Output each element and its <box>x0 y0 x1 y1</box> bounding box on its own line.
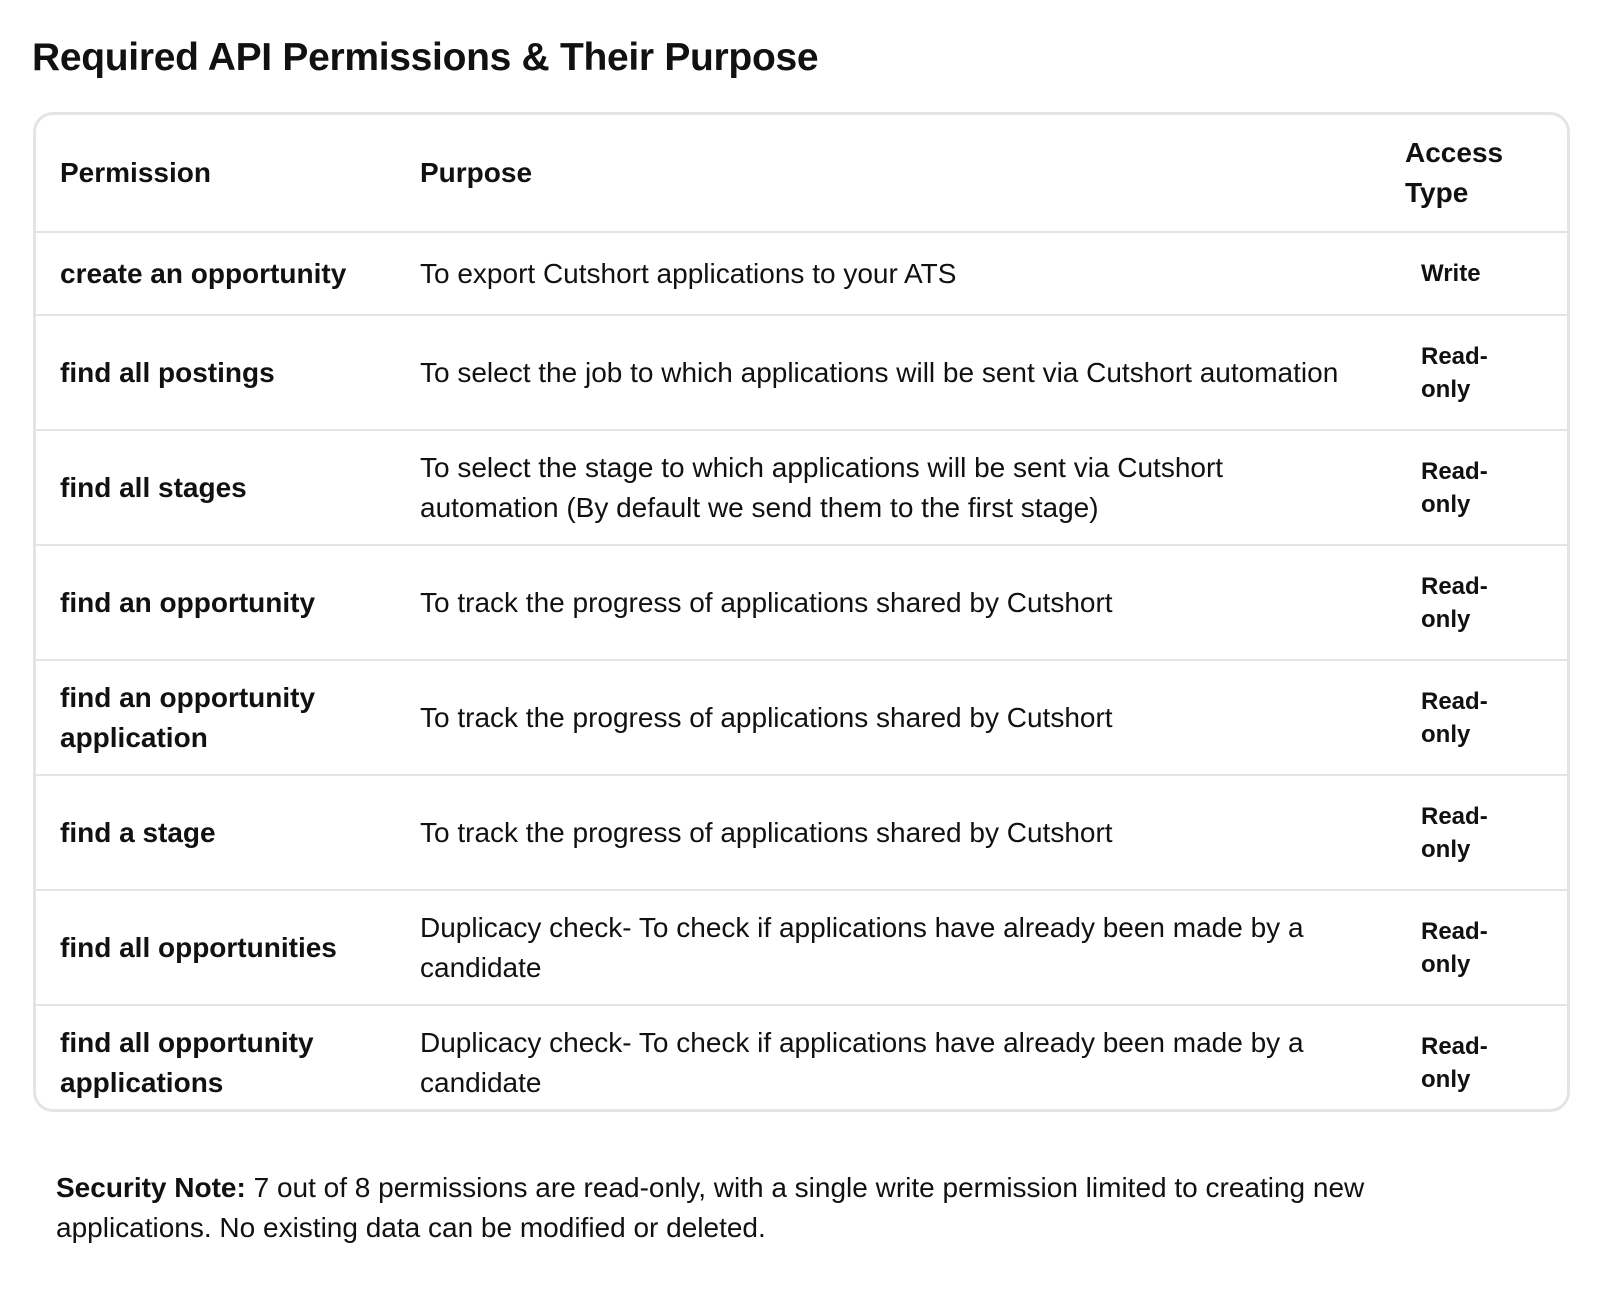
access-type-cell: Read-only <box>1421 572 1488 633</box>
table-row <box>36 430 1567 545</box>
permission-cell: find all postings <box>60 356 275 388</box>
permission-cell: find all opportunity applications <box>60 1027 314 1098</box>
table-row <box>36 545 1567 660</box>
table-row <box>36 890 1567 1005</box>
access-type-cell: Write <box>1421 260 1481 287</box>
purpose-cell: Duplicacy check- To check if applications have already been made by a candidate <box>420 1027 1304 1098</box>
permission-cell: find all opportunities <box>60 931 337 963</box>
security-note-text: 7 out of 8 permissions are read-only, with a single write permission limited to creating new applications. No existing data can be modified or deleted. <box>56 1172 1365 1243</box>
table-row <box>36 775 1567 890</box>
permission-cell: find an opportunity application <box>60 681 316 753</box>
permission-cell: find a stage <box>60 816 216 848</box>
table-row <box>36 660 1567 775</box>
purpose-cell: To track the progress of applications shared by Cutshort <box>420 816 1113 848</box>
permissions-table-card <box>33 112 1570 1112</box>
header-permission: Permission <box>60 157 211 188</box>
table-row <box>36 1005 1567 1112</box>
security-note-label: Security Note: <box>56 1172 246 1203</box>
purpose-cell: To export Cutshort applications to your ATS <box>420 257 957 289</box>
access-type-cell: Read-only <box>1421 917 1488 978</box>
access-type-cell: Read-only <box>1421 687 1488 748</box>
purpose-cell: Duplicacy check- To check if applications have already been made by a candidate <box>420 911 1304 983</box>
table-body <box>36 232 1567 1112</box>
permissions-table <box>36 115 1567 1112</box>
table-header <box>36 115 1567 232</box>
purpose-cell: To select the stage to which applications will be sent via Cutshort automation (By default we send them to the first stage) <box>420 451 1224 523</box>
header-access-type: Access Type <box>1405 137 1504 208</box>
table-row <box>36 232 1567 315</box>
access-type-cell: Read-only <box>1421 802 1488 863</box>
access-type-cell: Read-only <box>1421 1033 1488 1093</box>
purpose-cell: To track the progress of applications shared by Cutshort <box>420 701 1113 733</box>
table-row <box>36 315 1567 430</box>
permission-cell: find an opportunity <box>60 586 316 618</box>
security-note <box>56 1168 1496 1248</box>
permission-cell: find all stages <box>60 471 247 503</box>
purpose-cell: To track the progress of applications shared by Cutshort <box>420 586 1113 618</box>
header-row <box>36 115 1567 232</box>
header-purpose: Purpose <box>420 157 533 188</box>
purpose-cell: To select the job to which applications will be sent via Cutshort automation <box>420 356 1339 388</box>
permission-cell: create an opportunity <box>60 257 347 289</box>
access-type-cell: Read-only <box>1421 342 1488 403</box>
access-type-cell: Read-only <box>1421 457 1488 518</box>
page-title: Required API Permissions & Their Purpose <box>32 36 819 79</box>
